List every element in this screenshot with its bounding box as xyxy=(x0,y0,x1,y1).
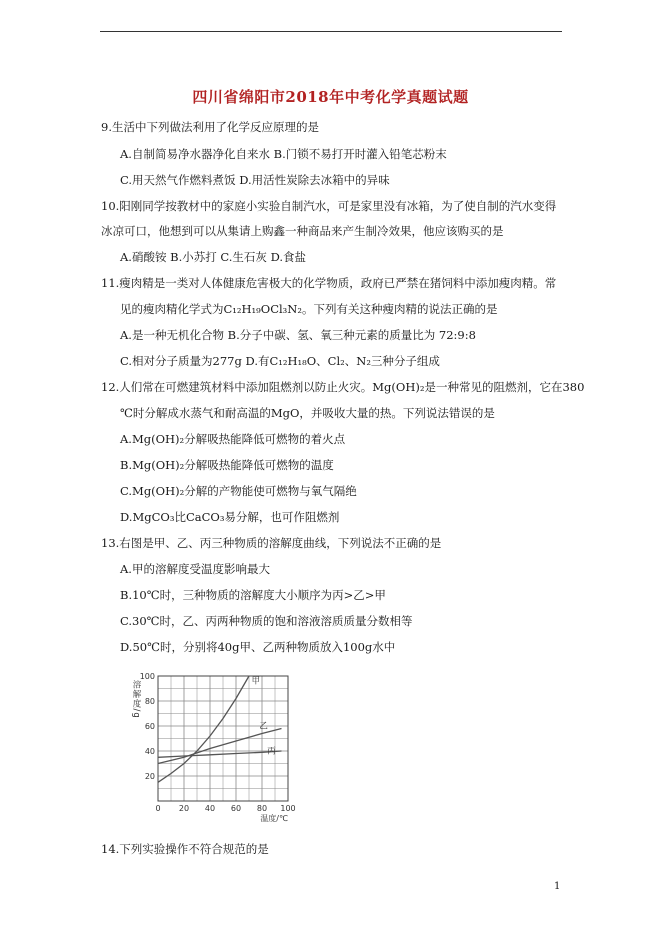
option-line: C.用天然气作燃料煮饭 D.用活性炭除去冰箱中的异味 xyxy=(120,173,390,187)
y-tick-label: 100 xyxy=(139,672,155,681)
option-line: D.MgCO₃比CaCO₃易分解，也可作阻燃剂 xyxy=(120,510,340,524)
y-tick-label: 80 xyxy=(144,697,155,706)
x-tick-label: 0 xyxy=(155,804,161,813)
question-line: 11.瘦肉精是一类对人体健康危害极大的化学物质，政府已严禁在猪饲料中添加瘦肉精。常 xyxy=(101,276,557,290)
question-line: 9.生活中下列做法利用了化学反应原理的是 xyxy=(101,120,319,134)
option-line: ℃时分解成水蒸气和耐高温的MgO，并吸收大量的热。下列说法错误的是 xyxy=(120,406,495,420)
question-line: 13.右图是甲、乙、丙三种物质的溶解度曲线，下列说法不正确的是 xyxy=(101,536,442,550)
option-line: B.10℃时，三种物质的溶解度大小顺序为丙>乙>甲 xyxy=(120,588,386,602)
option-line: A.是一种无机化合物 B.分子中碳、氢、氧三种元素的质量比为 72:9:8 xyxy=(120,328,476,342)
x-tick-label: 80 xyxy=(256,804,268,813)
x-tick-label: 60 xyxy=(230,804,242,813)
series-line-1 xyxy=(158,676,249,782)
series-label: 乙 xyxy=(259,721,268,732)
option-line: C.30℃时，乙、丙两种物质的饱和溶液溶质质量分数相等 xyxy=(120,614,413,628)
option-line: A.硝酸铵 B.小苏打 C.生石灰 D.食盐 xyxy=(120,250,307,264)
option-line: A.自制简易净水器净化自来水 B.门锁不易打开时灌入铅笔芯粉末 xyxy=(120,147,447,161)
series-label: 丙 xyxy=(267,746,276,757)
option-line: 见的瘦肉精化学式为C₁₂H₁₉OCl₃N₂。下列有关这种瘦肉精的说法正确的是 xyxy=(120,302,498,316)
option-line: A.甲的溶解度受温度影响最大 xyxy=(120,562,270,576)
x-axis-label: 温度/℃ xyxy=(260,814,288,823)
option-line: C.相对分子质量为277g D.有C₁₂H₁₈O、Cl₂、N₂三种分子组成 xyxy=(120,354,440,368)
question-line: 冰凉可口，他想到可以从集请上购鑫一种商品来产生制冷效果，他应该购买的是 xyxy=(101,224,504,238)
option-line: B.Mg(OH)₂分解吸热能降低可燃物的温度 xyxy=(120,458,334,472)
x-tick-label: 40 xyxy=(204,804,216,813)
series-line-3 xyxy=(158,751,282,757)
page-title: 四川省绵阳市2018年中考化学真题试题 xyxy=(192,88,469,106)
solubility-chart xyxy=(128,670,308,835)
question-line: 12.人们常在可燃建筑材料中添加阻燃剂以防止火灾。Mg(OH)₂是一种常见的阻燃剂，它在380 xyxy=(101,380,585,394)
page-number: 1 xyxy=(554,881,561,892)
y-tick-label: 40 xyxy=(144,747,155,756)
y-tick-label: 20 xyxy=(144,772,155,781)
y-axis-label: 溶解度/g xyxy=(131,680,141,719)
option-line: D.50℃时，分别将40g甲、乙两种物质放入100g水中 xyxy=(120,640,396,654)
header-rule xyxy=(100,31,562,32)
series-line-2 xyxy=(158,729,282,764)
option-line: C.Mg(OH)₂分解的产物能使可燃物与氧气隔绝 xyxy=(120,484,357,498)
x-tick-label: 20 xyxy=(178,804,190,813)
y-tick-label: 60 xyxy=(144,722,155,731)
question-line: 10.阳刚同学按教材中的家庭小实验自制汽水，可是家里没有冰箱，为了使自制的汽水变得 xyxy=(101,199,557,213)
question-line: 14.下列实验操作不符合规范的是 xyxy=(101,842,269,856)
option-line: A.Mg(OH)₂分解吸热能降低可燃物的着火点 xyxy=(120,432,346,446)
x-tick-label: 100 xyxy=(280,804,296,813)
series-label: 甲 xyxy=(251,676,261,687)
